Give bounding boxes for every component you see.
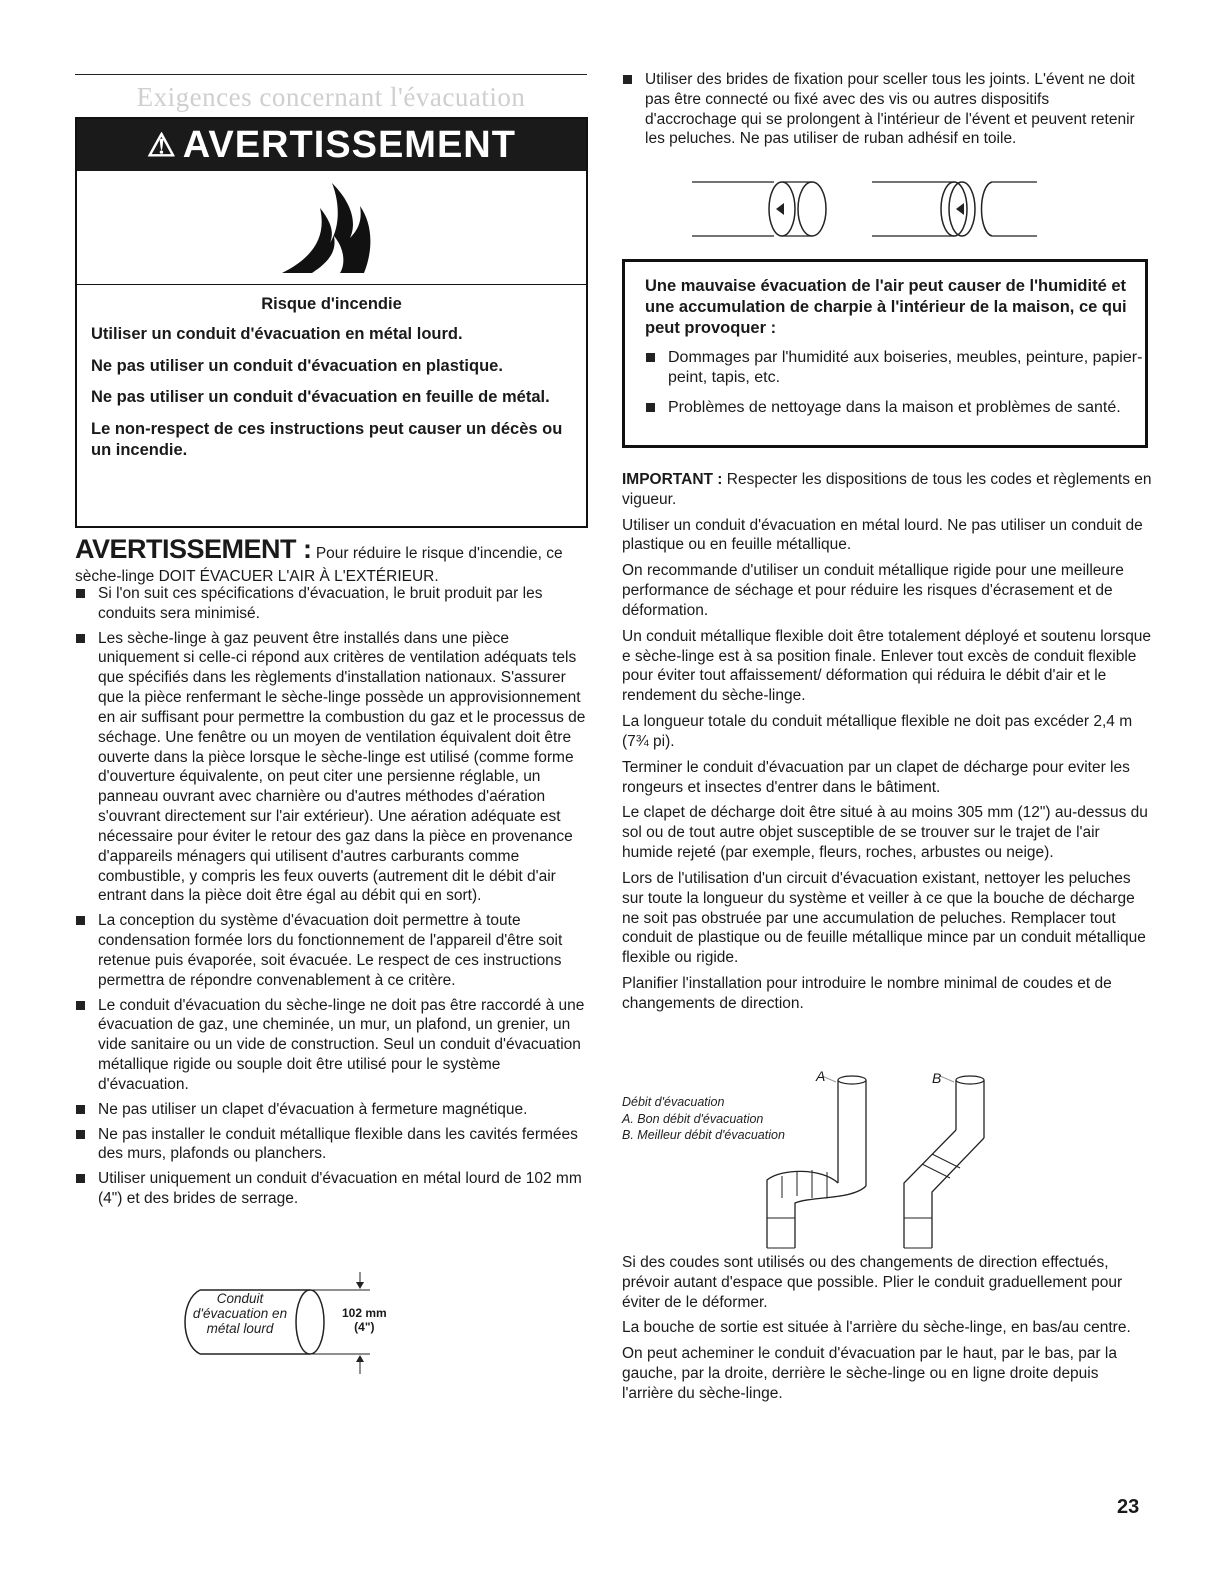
important-text: Respecter les dispositions de tous les codes et règlements en vigueur.: [622, 471, 1152, 508]
risk-heading: Risque d'incendie: [261, 295, 402, 313]
elbow-caption-title: Débit d'évacuation: [622, 1095, 725, 1109]
duct-label-line: métal lourd: [206, 1320, 274, 1336]
list-item: La conception du système d'évacuation doit permettre à toute condensation formée lors du fonctionnement de l'appareil d'être soit retenue puis évaporée, soit évacuée. Le respect de ces instructions permettra de répondre convenablement à ce critère.: [75, 911, 590, 990]
elbow-caption-b: B. Meilleur débit d'évacuation: [622, 1128, 785, 1143]
list-item: Si l'on suit ces spécifications d'évacuation, le bruit produit par les conduits sera minimisé.: [75, 584, 590, 624]
notice-list: [645, 348, 1145, 418]
paragraph: Utiliser un conduit d'évacuation en métal lourd. Ne pas utiliser un conduit de plastique ou en feuille métallique.: [622, 516, 1143, 554]
paragraph: On recommande d'utiliser un conduit métallique rigide pour une meilleure performance de séchage et pour réduire les risques d'écrasement et de déformation.: [622, 562, 1124, 619]
list-item: Dommages par l'humidité aux boiseries, meubles, peinture, papier-peint, tapis, etc.: [645, 348, 1145, 389]
elbow-label-b: B: [932, 1070, 942, 1086]
section-rule: [75, 74, 587, 75]
elbow-caption: [622, 1094, 785, 1144]
duct-dimension: 102 mm: [342, 1306, 387, 1320]
paragraph: Terminer le conduit d'évacuation par un clapet de décharge pour eviter les rongeurs et insectes d'entrer dans le bâtiment.: [622, 758, 1130, 796]
duct-dimension-inches: (4"): [354, 1320, 375, 1335]
elbow-caption-a: A. Bon débit d'évacuation: [622, 1111, 764, 1126]
paragraph: On peut acheminer le conduit d'évacuation par le haut, par le bas, par la gauche, par la droite, derrière le sèche-linge ou en ligne droite depuis l'arrière du sèche-linge.: [622, 1345, 1117, 1402]
page-number: 23: [1117, 1496, 1140, 1518]
warning-banner-text: AVERTISSEMENT: [182, 123, 516, 166]
important-paragraph: [622, 470, 1152, 510]
right-text-block: [622, 470, 1152, 1020]
paragraph: Un conduit métallique flexible doit être totalement déployé et soutenu lorsque e sèche-linge est à sa position finale. Enlever tout excès de conduit flexible pour éviter tout affaissement/ déformation qui réduira le débit d'air et le rendement du sèche-linge.: [622, 627, 1152, 705]
paragraph: La bouche de sortie est située à l'arrière du sèche-linge, en bas/au centre.: [622, 1319, 1131, 1337]
important-label: IMPORTANT :: [622, 471, 723, 488]
list-item: Les sèche-linge à gaz peuvent être installés dans une pièce uniquement si celle-ci répond aux critères de ventilation adéquats tels que spécifiés dans les règlements d'installation nationaux. S'assurer que la pièce renfermant le sèche-linge possède un approvisionnement en air suffisant pour permettre la combustion du gaz et le processus de séchage. Une fenêtre ou un moyen de ventilation équivalent doit être ouverte dans la pièce lorsque le sèche-linge est utilisé (comme forme d'ouverture équivalente, on peut citer une persienne réglable, un panneau ouvrant avec charnière ou d'autres méthodes d'aération s'ouvrant directement sur l'air extérieur). Une aération adéquate est nécessaire pour éviter le retour des gaz dans la pièce en provenance d'appareils ménagers qui utilisent d'autres carburants comme combustible, y compris les feux ouverts (autrement dit le débit d'air entrant dans la pièce doit être égal au débit qui en sort).: [75, 629, 590, 907]
elbow-figure: [622, 1068, 1022, 1250]
right-bottom-block: [622, 1253, 1152, 1410]
duct-diameter-figure: [170, 1270, 430, 1385]
list-item: Ne pas installer le conduit métallique flexible dans les cavités fermées des murs, plafonds ou planchers.: [75, 1125, 590, 1165]
warning-line: Ne pas utiliser un conduit d'évacuation en feuille de métal.: [91, 388, 550, 407]
list-item: Utiliser uniquement un conduit d'évacuation en métal lourd de 102 mm (4") et des brides de serrage.: [75, 1169, 590, 1209]
warning-line: Utiliser un conduit d'évacuation en métal lourd.: [91, 325, 463, 343]
warning-box: [75, 117, 588, 528]
paragraph: Planifier l'installation pour introduire le nombre minimal de coudes et de changements de direction.: [622, 975, 1112, 1012]
paragraph: Le clapet de décharge doit être situé à au moins 305 mm (12") au-dessus du sol ou de tout autre objet susceptible de se trouver sur le trajet de l'air humide rejeté (par exemple, fleurs, roches, arbustes ou neige).: [622, 804, 1148, 862]
duct-label-line: d'évacuation en: [192, 1305, 288, 1321]
paragraph: Si des coudes sont utilisés ou des changements de direction effectués, prévoir autant d'espace que possible. Plier le conduit graduellement pour éviter de le déformer.: [622, 1254, 1123, 1311]
warning-triangle-icon: ⚠: [147, 127, 177, 163]
section-title: Exigences concernant l'évacuation: [136, 82, 526, 112]
list-item: Problèmes de nettoyage dans la maison et problèmes de santé.: [645, 398, 1145, 418]
fire-icon: [77, 171, 586, 285]
elbow-label-a: A: [816, 1068, 826, 1084]
warning-line: Ne pas utiliser un conduit d'évacuation en plastique.: [91, 356, 503, 375]
avertissement-text: Pour réduire le risque d'incendie, ce sèche-linge DOIT ÉVACUER L'AIR À L'EXTÉRIEUR.: [75, 545, 563, 585]
list-item: Utiliser des brides de fixation pour sceller tous les joints. L'évent ne doit pas être connecté ou fixé avec des vis ou autres dispositifs d'accrochage qui se prolongent à l'intérieur de l'évent et peuvent retenir les peluches. Ne pas utiliser de ruban adhésif en toile.: [622, 70, 1142, 149]
list-item: Le conduit d'évacuation du sèche-linge ne doit pas être raccordé à une évacuation de gaz, une cheminée, un mur, un plafond, un grenier, un vide sanitaire ou un vide de construction. Seul un conduit d'évacuation métallique rigide ou souple doit être utilisé pour le système d'évacuation.: [75, 996, 590, 1095]
paragraph: La longueur totale du conduit métallique flexible ne doit pas excéder 2,4 m (7¾ pi).: [622, 713, 1133, 750]
notice-box: [622, 259, 1148, 448]
paragraph: Lors de l'utilisation d'un circuit d'évacuation existant, nettoyer les peluches sur toute la longueur du système et veiller à ce que la bouche de décharge ne soit pas obstruée par une accumulation de peluches. Remplacer tout conduit de plastique ou de feuille métallique mince par un conduit métallique flexible ou rigide.: [622, 869, 1146, 967]
duct-label-line: Conduit: [216, 1291, 264, 1306]
avertissement-paragraph: [75, 532, 590, 586]
notice-heading: Une mauvaise évacuation de l'air peut causer de l'humidité et une accumulation de charpie à l'intérieur de la maison, ce qui peut provoquer :: [645, 277, 1127, 337]
left-bullet-list: [75, 584, 590, 1214]
avertissement-label: AVERTISSEMENT :: [75, 534, 312, 564]
clamp-figure: [692, 176, 1052, 247]
right-bullet-list: [622, 70, 1142, 154]
warning-line: Le non-respect de ces instructions peut causer un décès ou un incendie.: [91, 419, 563, 459]
warning-banner: [77, 119, 586, 171]
list-item: Ne pas utiliser un clapet d'évacuation à fermeture magnétique.: [75, 1100, 590, 1120]
